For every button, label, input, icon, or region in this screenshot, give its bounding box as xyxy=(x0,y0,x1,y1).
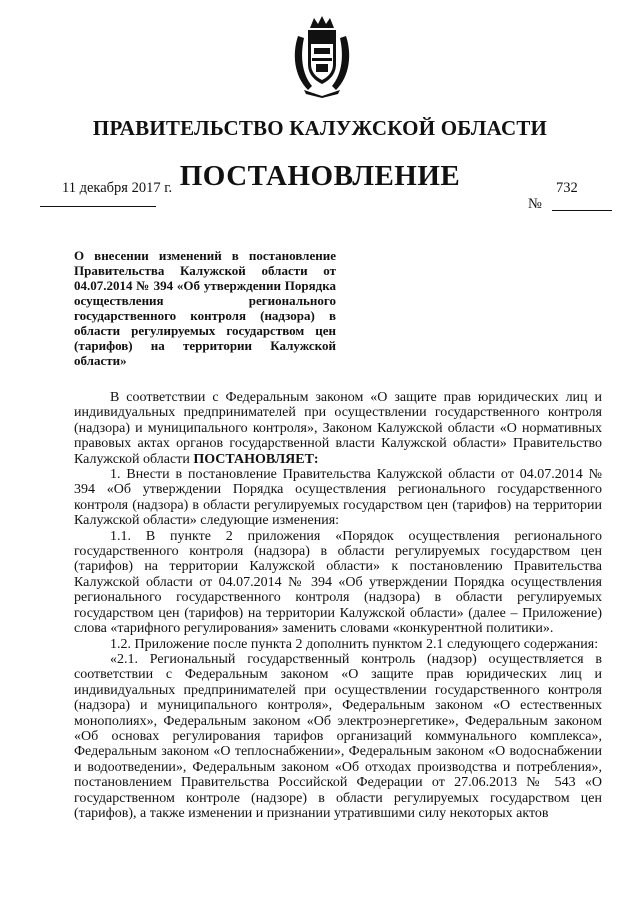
preamble-paragraph xyxy=(74,390,602,467)
document-type: ПОСТАНОВЛЕНИЕ xyxy=(179,160,461,192)
kaluga-coat-of-arms-icon xyxy=(290,14,354,98)
paragraph-1-1: 1.1. В пункте 2 приложения «Порядок осуществления регионального государственного контроля (надзора) в области регулируемых государством цен (тарифов) на территории Калужской области» к постановлению Правительства Калужской области от 04.07.2014 № 394 «Об утверждении Порядка осуществления регионального государственного контроля (надзора) в области регулируемых государством цен (тарифов) на территории Калужской области» (далее – Приложение) слова «тарифного регулирования» заменить словами «конкурентной политики». xyxy=(74,528,602,637)
document-body xyxy=(74,390,602,821)
preamble-text: В соответствии с Федеральным законом «О защите прав юридических лиц и индивидуальных предпринимателей при осуществлении государственного контроля (надзора) и муниципального контроля», Законом Калужской области «О нормативных правовых актах органов государственной власти Калужской области» Правительство Калужской области xyxy=(74,390,602,467)
document-date: 11 декабря 2017 г. xyxy=(62,180,173,196)
paragraph-1-2: 1.2. Приложение после пункта 2 дополнить пунктом 2.1 следующего содержания: xyxy=(110,636,599,652)
date-underline xyxy=(40,206,156,207)
number-underline xyxy=(552,210,612,211)
paragraph-2-1: «2.1. Региональный государственный контроль (надзор) осуществляется в соответствии с Федеральным законом «О защите прав юридических лиц и индивидуальных предпринимателей при осуществлении государственного контроля (надзора) и муниципального контроля», Федеральным законом «О естественных монополиях», Федеральным законом «Об электроэнергетике», Федеральным законом «Об основах регулирования тарифов организаций коммунального комплекса», Федеральным законом «О теплоснабжении», Федеральным законом «О водоснабжении и водоотведении», Федеральным законом «Об отходах производства и потребления», постановлением Правительства Российской Федерации от 27.06.2013 № 543 «О государственном контроле (надзоре) в области регулируемых государством цен (тарифов), а также изменении и признании утратившими силу некоторых актов xyxy=(74,651,602,821)
government-title: ПРАВИТЕЛЬСТВО КАЛУЖСКОЙ ОБЛАСТИ xyxy=(92,116,548,140)
number-sign: № xyxy=(528,196,542,212)
document-number: 732 xyxy=(556,180,578,196)
resolves-keyword: ПОСТАНОВЛЯЕТ: xyxy=(193,451,319,467)
document-subject: О внесении изменений в постановление Правительства Калужской области от 04.07.2014 № 394 «Об утверждении Порядка осуществления регионального государственного контроля (надзора) в области регулируемых государством цен (тарифов) на территории Калужской области» xyxy=(74,248,336,368)
paragraph-1: 1. Внести в постановление Правительства Калужской области от 04.07.2014 № 394 «Об утверждении Порядка осуществления регионального государственного контроля (надзора) в области регулируемых государством цен (тарифов) на территории Калужской области» следующие изменения: xyxy=(74,467,602,529)
